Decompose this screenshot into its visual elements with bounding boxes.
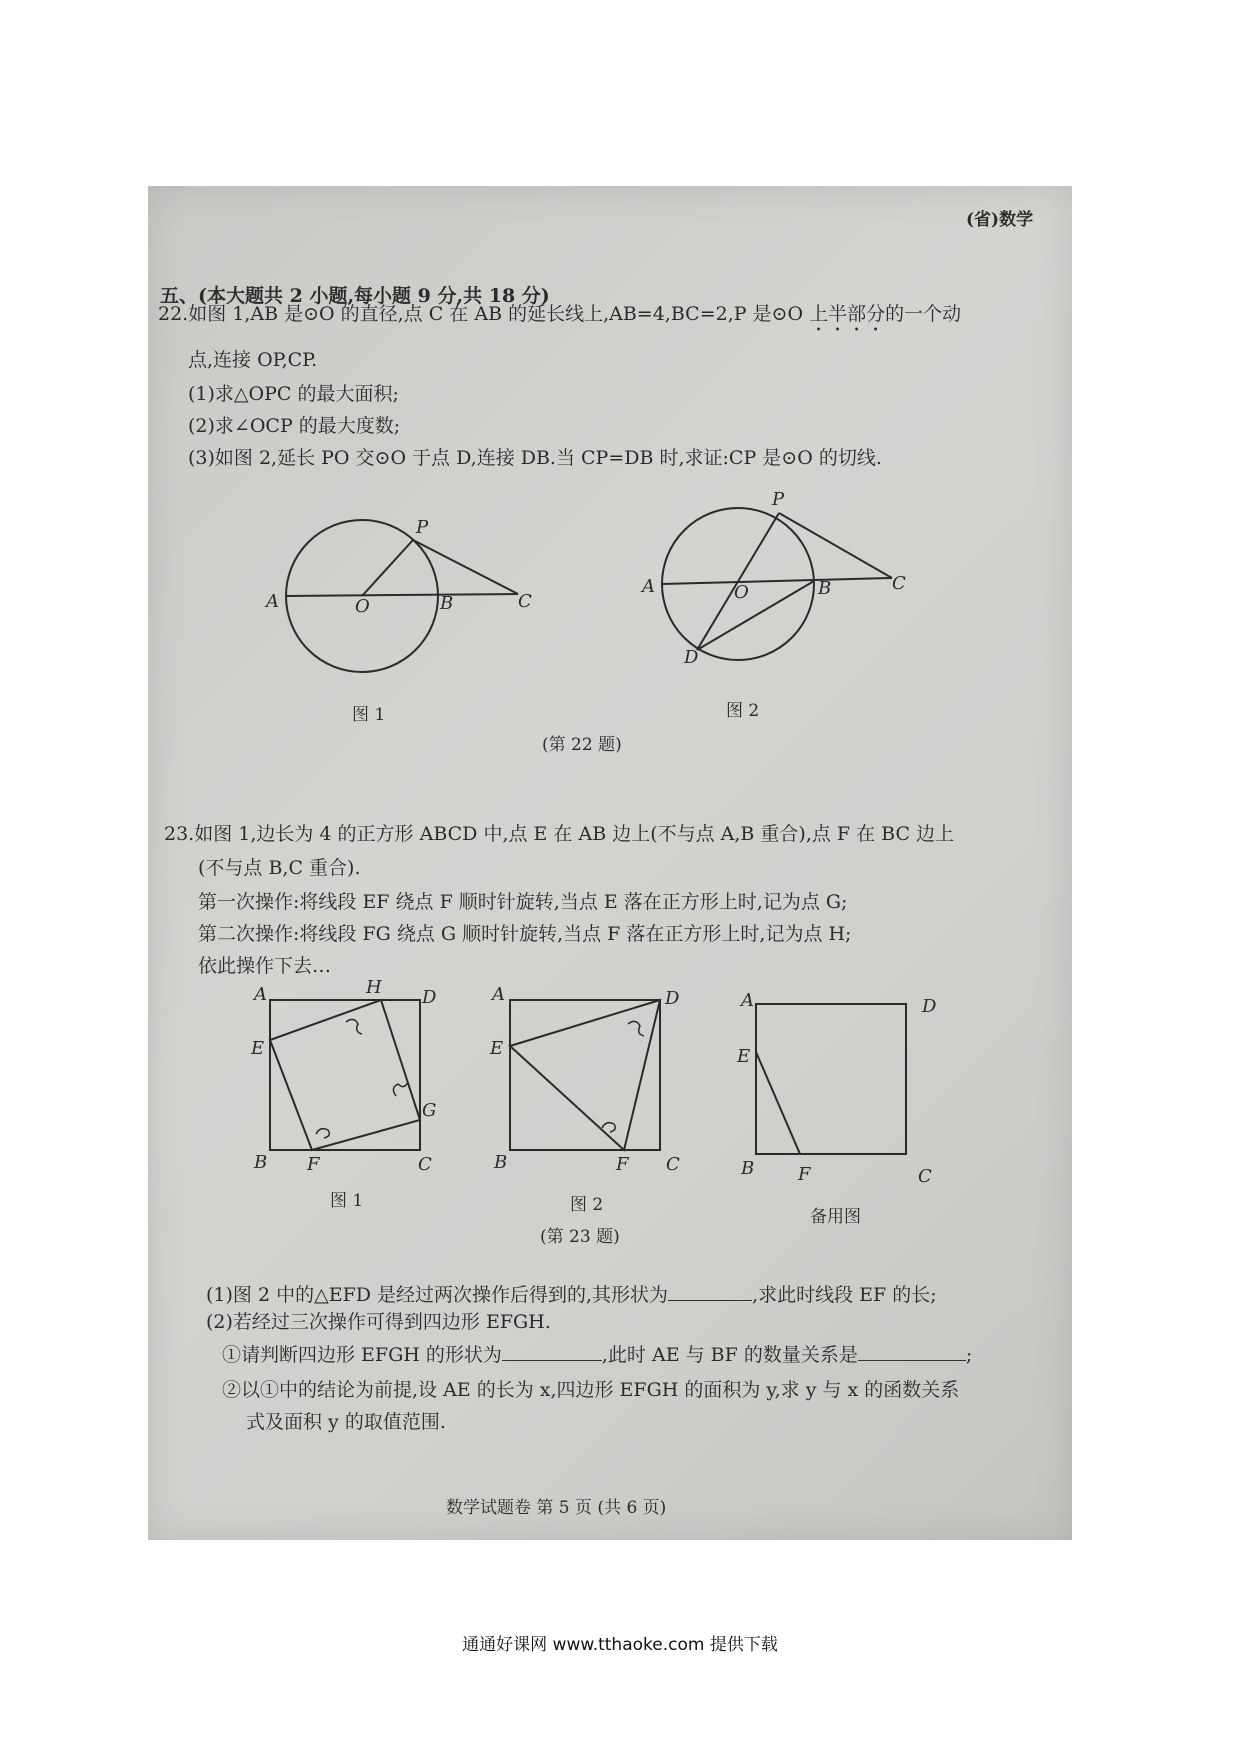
label-g: G (422, 1100, 437, 1121)
q23-part2b-line2: 式及面积 y 的取值范围. (246, 1411, 446, 1433)
label-o: O (355, 596, 370, 617)
label-c2: C (892, 573, 906, 594)
q23-fig3-caption: 备用图 (810, 1207, 861, 1227)
label-f2: F (616, 1154, 629, 1175)
label-f3: F (798, 1164, 811, 1185)
answer-blank-3 (858, 1342, 966, 1361)
label-d2: D (684, 647, 699, 668)
answer-blank-1 (668, 1282, 752, 1301)
segment-ef (756, 1052, 800, 1154)
label-e2: E (490, 1038, 504, 1059)
subject-tag: (省)数学 (966, 210, 1034, 230)
label-b: B (254, 1152, 268, 1173)
label-c: C (418, 1154, 432, 1175)
q23-text-1: 如图 1,边长为 4 的正方形 ABCD 中,点 E 在 AB 边上(不与点 A,B 重合),点 F 在 BC 边上 (194, 823, 955, 845)
label-a: A (254, 984, 267, 1005)
label-p2: P (772, 489, 785, 510)
q23-op2: 第二次操作:将线段 FG 绕点 G 顺时针旋转,当点 F 落在正方形上时,记为点 H; (198, 923, 852, 945)
label-c: C (518, 591, 532, 612)
label-b3: B (741, 1158, 755, 1179)
q22-text-1b: 的一个动 (885, 303, 962, 325)
section-heading: 五、(本大题共 2 小题,每小题 9 分,共 18 分) (160, 285, 550, 307)
label-h: H (366, 977, 382, 998)
label-d: D (422, 987, 437, 1008)
q22-figure-label: (第 22 题) (542, 735, 622, 755)
label-c3: C (918, 1166, 932, 1187)
label-e3: E (737, 1046, 751, 1067)
label-a2: A (492, 984, 505, 1005)
q23-part1-text-a: (1)图 2 中的△EFD 是经过两次操作后得到的,其形状为 (206, 1284, 669, 1306)
q23-part1-text-b: ,求此时线段 EF 的长; (752, 1284, 937, 1306)
q23-part2a-text-a: ①请判断四边形 EFGH 的形状为 (222, 1344, 502, 1366)
q22-part3: (3)如图 2,延长 PO 交⊙O 于点 D,连接 DB.当 CP=DB 时,求证:CP 是⊙O 的切线. (188, 447, 882, 469)
q23-part2b-line1: ②以①中的结论为前提,设 AE 的长为 x,四边形 EFGH 的面积为 y,求 y 与 x 的函数关系 (222, 1379, 960, 1401)
watermark-footer: 通通好课网 www.tthaoke.com 提供下载 (462, 1635, 778, 1655)
square-abcd-3 (756, 1004, 906, 1154)
label-d3: D (922, 996, 937, 1017)
q23-op3: 依此操作下去… (198, 955, 332, 977)
q22-line2: 点,连接 OP,CP. (188, 349, 318, 371)
q23-fig1-caption: 图 1 (330, 1191, 364, 1211)
label-a3: A (741, 990, 754, 1011)
label-b2: B (494, 1152, 508, 1173)
q22-text-1a: 如图 1,AB 是⊙O 的直径,点 C 在 AB 的延长线上,AB=4,BC=2,P 是⊙O (188, 303, 810, 325)
q22-part1: (1)求△OPC 的最大面积; (188, 383, 399, 405)
q22-part2: (2)求∠OCP 的最大度数; (188, 415, 401, 437)
label-p: P (416, 517, 429, 538)
page-footer: 数学试题卷 第 5 页 (共 6 页) (446, 1498, 667, 1518)
q23-part2a-text-c: ; (965, 1344, 973, 1366)
label-a: A (266, 591, 279, 612)
q22-fig1-caption: 图 1 (352, 705, 386, 725)
label-c2: C (666, 1154, 680, 1175)
q22-emphasis: 上半部分 (809, 303, 886, 325)
q23-number: 23. (164, 823, 195, 845)
q23-figure-label: (第 23 题) (540, 1227, 620, 1247)
q23-op1: 第一次操作:将线段 EF 绕点 F 顺时针旋转,当点 E 落在正方形上时,记为点 G; (198, 891, 848, 913)
q23-fig2-caption: 图 2 (570, 1195, 604, 1215)
q22-fig2-caption: 图 2 (726, 701, 760, 721)
answer-blank-2 (502, 1342, 602, 1361)
q23-part1 (206, 1282, 937, 1307)
label-b: B (440, 593, 454, 614)
q22-number: 22. (158, 303, 189, 325)
q23-line2: (不与点 B,C 重合). (198, 857, 361, 879)
q23-part2a (222, 1342, 972, 1367)
label-d2: D (665, 988, 680, 1009)
label-o2: O (734, 582, 749, 603)
q23-part2: (2)若经过三次操作可得到四边形 EFGH. (206, 1311, 551, 1333)
label-a2: A (642, 576, 655, 597)
label-e: E (251, 1038, 265, 1059)
q23-part2a-text-b: ,此时 AE 与 BF 的数量关系是 (601, 1344, 858, 1366)
label-b2: B (818, 578, 832, 599)
label-f: F (307, 1154, 320, 1175)
